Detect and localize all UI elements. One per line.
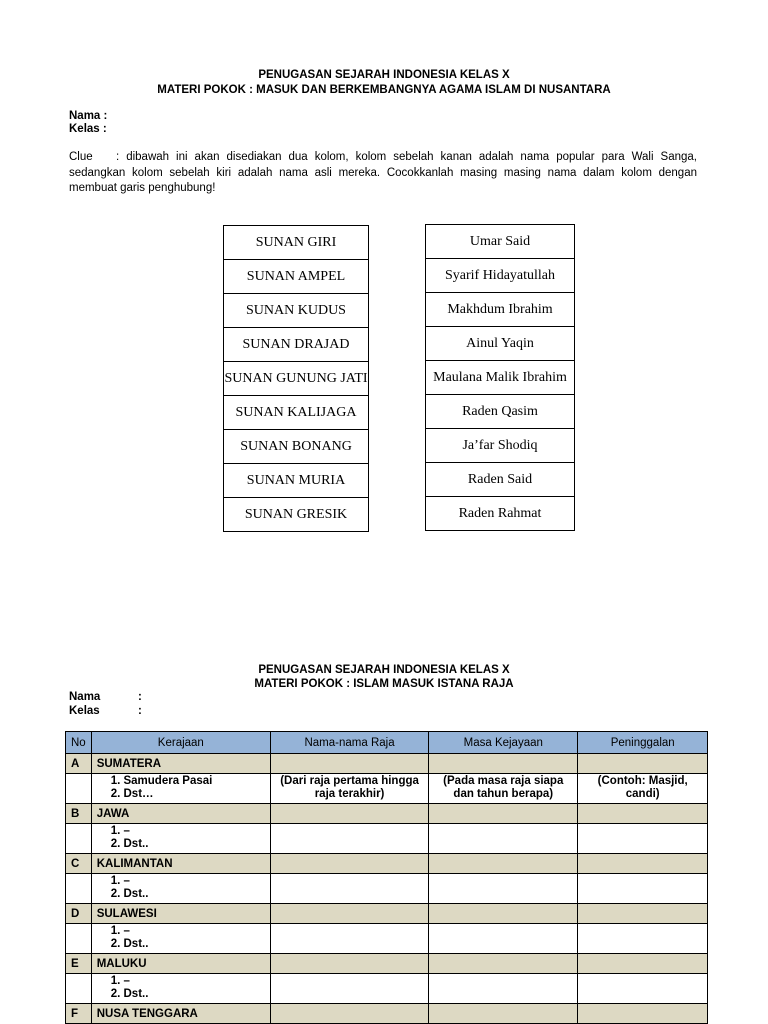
table-cell (66, 824, 92, 854)
section1-kelas-label: Kelas : (69, 123, 107, 135)
nama-raja-cell[interactable] (270, 874, 428, 904)
kingdom-list[interactable] (91, 874, 270, 904)
masa-kejayaan-cell[interactable] (429, 774, 578, 804)
masa-kejayaan-cell[interactable] (429, 824, 578, 854)
kingdom-list[interactable] (91, 824, 270, 854)
region-detail-row (66, 874, 708, 904)
table-cell (66, 874, 92, 904)
masa-kejayaan-cell[interactable] (429, 924, 578, 954)
left-name-column (223, 225, 369, 532)
note-peninggalan: (Contoh: Masjid, candi) (597, 775, 688, 800)
region-name: SUMATERA (91, 754, 270, 774)
right-name-cell[interactable]: Raden Rahmat (426, 496, 574, 530)
kingdom-item: 1. – (110, 875, 130, 887)
left-name-cell[interactable]: SUNAN KALIJAGA (224, 395, 368, 429)
right-name-cell[interactable]: Umar Said (426, 224, 574, 258)
header-kerajaan: Kerajaan (91, 732, 270, 754)
region-detail-row (66, 974, 708, 1004)
region-detail-row (66, 924, 708, 954)
left-name-cell[interactable]: SUNAN GIRI (224, 225, 368, 259)
header-masa-kejayaan: Masa Kejayaan (429, 732, 578, 754)
section2-title-line2: MATERI POKOK : ISLAM MASUK ISTANA RAJA (254, 678, 514, 690)
section1-nama-label: Nama : (69, 110, 108, 122)
kingdom-item: 1. – (110, 825, 130, 837)
header-nama-raja: Nama-nama Raja (270, 732, 428, 754)
region-name: KALIMANTAN (91, 854, 270, 874)
header-peninggalan: Peninggalan (578, 732, 708, 754)
section2-kelas-colon: : (138, 705, 142, 717)
kingdom-item: 1. Samudera Pasai (110, 775, 213, 787)
left-name-cell[interactable]: SUNAN BONANG (224, 429, 368, 463)
header-no: No (66, 732, 92, 754)
left-name-cell[interactable]: SUNAN MURIA (224, 463, 368, 497)
table-header-row (66, 732, 708, 754)
kingdom-list[interactable] (91, 924, 270, 954)
nama-raja-cell[interactable] (270, 974, 428, 1004)
region-name: SULAWESI (91, 904, 270, 924)
region-row (66, 754, 708, 774)
table-cell[interactable] (429, 954, 578, 974)
peninggalan-cell[interactable] (578, 774, 708, 804)
peninggalan-cell[interactable] (578, 924, 708, 954)
kingdom-table (65, 731, 708, 1024)
masa-kejayaan-cell[interactable] (429, 974, 578, 1004)
region-name: JAWA (91, 804, 270, 824)
section1-title-line2: MATERI POKOK : MASUK DAN BERKEMBANGNYA AGAMA ISLAM DI NUSANTARA (157, 84, 611, 96)
kingdom-item: 2. Dst… (110, 788, 154, 800)
nama-raja-cell[interactable] (270, 824, 428, 854)
left-name-cell[interactable]: SUNAN GUNUNG JATI (224, 361, 368, 395)
kingdom-item: 2. Dst.. (110, 988, 149, 1000)
kingdom-item: 1. – (110, 925, 130, 937)
section2-kelas-label: Kelas (69, 705, 100, 717)
table-cell[interactable] (578, 904, 708, 924)
region-name: MALUKU (91, 954, 270, 974)
kingdom-item: 1. – (110, 975, 130, 987)
left-name-cell[interactable]: SUNAN GRESIK (224, 497, 368, 531)
table-cell[interactable] (578, 804, 708, 824)
section1-title-line1: PENUGASAN SEJARAH INDONESIA KELAS X (258, 69, 510, 81)
region-letter: C (66, 854, 92, 874)
table-cell (66, 974, 92, 1004)
right-name-cell[interactable]: Syarif Hidayatullah (426, 258, 574, 292)
region-row (66, 804, 708, 824)
section2-title-line1: PENUGASAN SEJARAH INDONESIA KELAS X (258, 664, 510, 676)
table-cell[interactable] (429, 1004, 578, 1024)
region-row (66, 854, 708, 874)
region-name: NUSA TENGGARA (91, 1004, 270, 1024)
table-cell[interactable] (429, 804, 578, 824)
region-letter: A (66, 754, 92, 774)
kingdom-item: 2. Dst.. (110, 938, 149, 950)
region-letter: D (66, 904, 92, 924)
table-cell[interactable] (578, 854, 708, 874)
table-cell[interactable] (270, 854, 428, 874)
right-name-column (425, 224, 575, 531)
right-name-cell[interactable]: Ja’far Shodiq (426, 428, 574, 462)
peninggalan-cell[interactable] (578, 824, 708, 854)
clue-text: : dibawah ini akan disediakan dua kolom, kolom sebelah kanan adalah nama popular para Wali Sanga, sedangkan kolom sebelah kiri adalah nama asli mereka. Cocokkanlah masing masing nama dalam kolom dengan membuat garis penghubung! (69, 151, 697, 194)
region-detail-row (66, 824, 708, 854)
kingdom-item: 2. Dst.. (110, 888, 149, 900)
table-cell[interactable] (270, 754, 428, 774)
left-name-cell[interactable]: SUNAN DRAJAD (224, 327, 368, 361)
table-cell[interactable] (578, 1004, 708, 1024)
region-detail-row (66, 774, 708, 804)
note-masa-kejayaan: (Pada masa raja siapa dan tahun berapa) (443, 775, 564, 800)
right-name-cell[interactable]: Maulana Malik Ibrahim (426, 360, 574, 394)
section2-nama-label: Nama (69, 691, 101, 703)
table-cell (66, 924, 92, 954)
kingdom-list[interactable] (91, 774, 270, 804)
table-cell[interactable] (270, 804, 428, 824)
region-letter: B (66, 804, 92, 824)
note-nama-raja: (Dari raja pertama hingga raja terakhir) (280, 775, 419, 800)
right-name-cell[interactable]: Ainul Yaqin (426, 326, 574, 360)
table-cell[interactable] (429, 904, 578, 924)
table-cell[interactable] (578, 754, 708, 774)
region-row (66, 904, 708, 924)
right-name-cell[interactable]: Raden Qasim (426, 394, 574, 428)
left-name-cell[interactable]: SUNAN AMPEL (224, 259, 368, 293)
right-name-cell[interactable]: Makhdum Ibrahim (426, 292, 574, 326)
table-cell (66, 774, 92, 804)
region-row (66, 1004, 708, 1024)
table-cell[interactable] (270, 904, 428, 924)
kingdom-item: 2. Dst.. (110, 838, 149, 850)
table-cell[interactable] (429, 854, 578, 874)
section2-nama-colon: : (138, 691, 142, 703)
region-letter: F (66, 1004, 92, 1024)
kingdom-list[interactable] (91, 974, 270, 1004)
clue-paragraph (69, 150, 697, 197)
table-cell[interactable] (429, 754, 578, 774)
nama-raja-cell[interactable] (270, 924, 428, 954)
table-cell[interactable] (270, 954, 428, 974)
table-cell[interactable] (270, 1004, 428, 1024)
peninggalan-cell[interactable] (578, 974, 708, 1004)
region-letter: E (66, 954, 92, 974)
right-name-cell[interactable]: Raden Said (426, 462, 574, 496)
left-name-cell[interactable]: SUNAN KUDUS (224, 293, 368, 327)
peninggalan-cell[interactable] (578, 874, 708, 904)
masa-kejayaan-cell[interactable] (429, 874, 578, 904)
region-row (66, 954, 708, 974)
nama-raja-cell[interactable] (270, 774, 428, 804)
table-cell[interactable] (578, 954, 708, 974)
clue-key: Clue (69, 151, 93, 163)
